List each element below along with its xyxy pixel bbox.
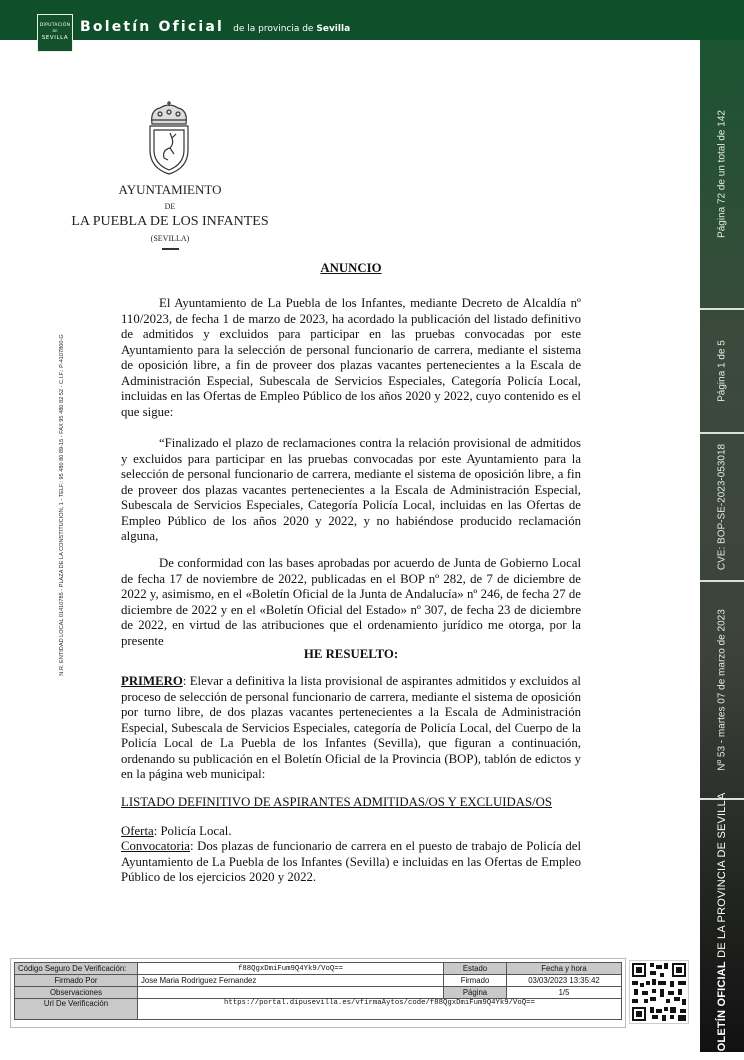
estado-label: Estado — [444, 963, 507, 975]
convocatoria-paragraph — [121, 839, 581, 886]
brand-text — [716, 793, 728, 1060]
coat-of-arms-icon — [140, 100, 198, 178]
cve-text: CVE: BOP-SE-2023-053018 — [716, 443, 728, 571]
divider — [162, 248, 179, 250]
fecha-value: 03/03/2023 13:35:42 — [507, 975, 622, 987]
primero-label: PRIMERO — [121, 674, 183, 688]
table-row — [15, 975, 622, 987]
logo-line-3: SEVILLA — [41, 35, 69, 41]
paragraph-intro: El Ayuntamiento de La Puebla de los Infantes, mediante Decreto de Alcaldía nº 110/2023, de fecha 1 de marzo de 2023, ha acordado la publicación del listado definitivo de admitidos y excluidos para participar en las pruebas convocadas por este Ayuntamiento para la selección de personal funcionario de carrera, mediante el sistema de oposición libre, a fin de proveer dos plazas vacantes pertenecientes a la Escala de Administración Especial, Subescala de Servicios Especiales, Categoría Policía Local, incluidas en las Ofertas de Empleo Público de los años 2020 y 2022, cuyo contenido es el que sigue: — [121, 296, 581, 419]
listado-heading: LISTADO DEFINITIVO DE ASPIRANTES ADMITIDAS/OS Y EXCLUIDAS/OS — [121, 795, 552, 809]
issue-text: Nº 53 - martes 07 de marzo de 2023 — [716, 609, 728, 771]
csv-value: f88QgxDmiFum9Q4Yk9/VoQ== — [138, 963, 444, 975]
table-row — [15, 999, 622, 1020]
sidebar-cve — [700, 434, 744, 582]
logo-line-2: DE — [52, 29, 58, 33]
bulletin-title-main: Boletín Oficial — [80, 19, 225, 35]
oferta-line — [121, 824, 581, 840]
right-sidebar — [700, 40, 744, 1060]
municipality-line-1: AYUNTAMIENTO — [118, 182, 222, 197]
url-value[interactable]: https://portal.dipusevilla.es/vfirmaAytos/code/f88QgxDmiFum9Q4Yk9/VoQ== — [138, 999, 622, 1020]
observaciones-label: Observaciones — [15, 987, 138, 999]
verification-table — [14, 962, 622, 1020]
table-row — [15, 987, 622, 999]
paragraph-quote: “Finalizado el plazo de reclamaciones contra la relación provisional de admitidos y excluidos para participar en las pruebas convocadas por este Ayuntamiento para la selección de personal funcionario de carrera, mediante el sistema de oposición libre, a fin de proveer dos plazas vacantes pertenecientes a la Escala de Administración Especial, Subescala de Servicios Especiales, Categoría Policía Local, incluidas en las Ofertas de Empleo Público de los años 2020 y 2022, y no habiéndose producido reclamación alguna, — [121, 436, 581, 543]
sidebar-issue — [700, 582, 744, 800]
document-title: ANUNCIO — [320, 261, 382, 275]
url-label: Url De Verificación — [15, 999, 138, 1020]
firmado-por-label: Firmado Por — [15, 975, 138, 987]
fecha-label: Fecha y hora — [507, 963, 622, 975]
bulletin-title-rest: de la provincia de — [233, 24, 314, 34]
table-row — [15, 963, 622, 975]
primero-text: : Elevar a definitiva la lista provisional de aspirantes admitidos y excluidos al proceso de selección de personal funcionario de carrera, mediante el sistema de oposición por turno libre, de dos plazas vacantes pertenecientes a la Escala de Administración Especial, Subescala de Servicios Especiales, categoría de Policía Local, del Cuerpo de la Policía Local de La Puebla de los Infantes (Sevilla), que figuran a continuación, ordenando su publicación en el Boletín Oficial de la Provincia (BOP), tablón de edictos y en la página web municipal: — [121, 674, 581, 781]
oferta-label: Oferta — [121, 824, 154, 838]
bulletin-title — [80, 16, 350, 35]
qr-code-icon[interactable] — [629, 960, 689, 1024]
municipality-province: (SEVILLA) — [150, 234, 190, 243]
pagina-value: 1/5 — [507, 987, 622, 999]
sidebar-page-doc — [700, 310, 744, 434]
estado-value: Firmado — [444, 975, 507, 987]
verification-box — [10, 958, 626, 1028]
page-total-text: Página 72 de un total de 142 — [716, 110, 728, 238]
convocatoria-label: Convocatoria — [121, 839, 190, 853]
qr-code-graphic — [630, 961, 688, 1023]
paragraph-conformidad: De conformidad con las bases aprobadas por acuerdo de Junta de Gobierno Local de fecha 17 de noviembre de 2022, publicadas en el BOP nº 282, de 7 de diciembre de 2022 y, asimismo, en el «Boletín Oficial de la Junta de Andalucía» nº 246, de fecha 27 de diciembre de 2022 y en el «Boletín Oficial del Estado» nº 307, de fecha 23 de diciembre de 2022, en virtud de las atribuciones que el ordenamiento jurídico me otorga, por la presente — [121, 556, 581, 648]
pagina-label: Página — [444, 987, 507, 999]
bulletin-title-city: Sevilla — [316, 24, 351, 34]
logo-line-1: DIPUTACIÓN — [39, 23, 71, 28]
resolved-heading: HE RESUELTO: — [303, 647, 399, 661]
page-doc-text: Página 1 de 5 — [716, 340, 728, 402]
sidebar-brand — [700, 792, 744, 1060]
left-margin-address: N.R. ENTIDAD LOCAL 01410785 - PLAZA DE LA CONSTITUCION, 1 - TELF.: 95 480 80 89-15 - FAX 95 480 82 52 - C.I.F.: P-4107800-G — [59, 334, 65, 676]
brand-bold: BOLETÍN OFICIAL — [716, 961, 728, 1060]
convocatoria-text: : Dos plazas de funcionario de carrera en el puesto de trabajo de Policía del Ayuntamiento de La Puebla de los Infantes (Sevilla) e incluidas en las Ofertas de Empleo Público de los ejercicios 2020 y 2022. — [121, 839, 581, 884]
municipality-line-2: DE — [164, 202, 176, 211]
bulletin-header — [0, 0, 744, 40]
brand-rest: DE LA PROVINCIA DE SEVILLA — [716, 792, 728, 958]
paragraph-primero — [121, 674, 581, 783]
csv-label: Código Seguro De Verificación: — [15, 963, 138, 975]
diputacion-logo-icon — [37, 14, 73, 52]
observaciones-value — [138, 987, 444, 999]
sidebar-page-total — [700, 40, 744, 310]
municipality-name: LA PUEBLA DE LOS INFANTES — [71, 214, 269, 229]
oferta-text: : Policía Local. — [153, 824, 232, 838]
firmado-por-value: Jose Maria Rodriguez Fernandez — [138, 975, 444, 987]
